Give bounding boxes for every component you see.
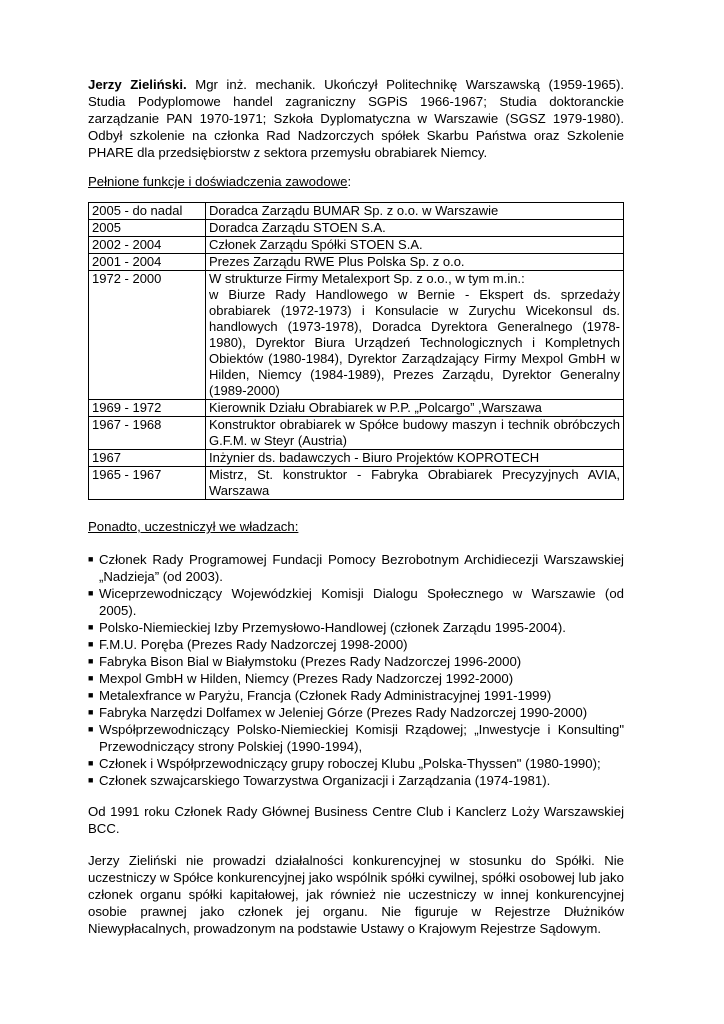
career-desc-line: W strukturze Firmy Metalexport Sp. z o.o., w tym m.in.: — [209, 271, 525, 286]
bcc-paragraph: Od 1991 roku Członek Rady Głównej Business Centre Club i Kanclerz Loży Warszawskiej BCC. — [88, 804, 624, 836]
career-desc: Doradca Zarządu STOEN S.A. — [206, 220, 624, 237]
list-item-text: Fabryka Narzędzi Dolfamex w Jeleniej Górze (Prezes Rady Nadzorczej 1990-2000) — [99, 705, 588, 720]
list-item — [88, 551, 624, 585]
bullet-icon: ■ — [88, 758, 94, 768]
career-years: 2001 - 2004 — [89, 254, 206, 271]
career-desc: Prezes Zarządu RWE Plus Polska Sp. z o.o. — [206, 254, 624, 271]
bullet-icon: ■ — [88, 775, 94, 785]
career-years: 1967 - 1968 — [89, 417, 206, 450]
table-row — [89, 254, 624, 271]
table-row — [89, 417, 624, 450]
list-item — [88, 687, 624, 704]
career-years: 2005 - do nadal — [89, 203, 206, 220]
list-item-text: Członek i Współprzewodniczący grupy roboczej Klubu „Polska-Thyssen" (1980-1990); — [99, 756, 601, 771]
list-item-text: Metalexfrance w Paryżu, Francja (Członek Rady Administracyjnej 1991-1999) — [99, 688, 552, 703]
list-item-text: Fabryka Bison Bial w Białymstoku (Prezes Rady Nadzorczej 1996-2000) — [99, 654, 522, 669]
career-desc: Konstruktor obrabiarek w Spółce budowy maszyn i technik obróbczych G.F.M. w Steyr (Austria) — [206, 417, 624, 450]
career-desc: Inżynier ds. badawczych - Biuro Projektów KOPROTECH — [206, 450, 624, 467]
declaration-paragraph: Jerzy Zieliński nie prowadzi działalności konkurencyjnej w stosunku do Spółki. Nie uczestniczy w Spółce konkurencyjnej jako wspólnik spółki cywilnej, spółki osobowej lub jako członek organu spółki kapitałowej, jak również nie uczestniczy w innej konkurencyjnej osobie prawnej jako członek jej organu. Nie figuruje w Rejestrze Dłużników Niewypłacalnych, prowadzonym na podstawie Ustawy o Krajowym Rejestrze Sądowym. — [88, 853, 624, 936]
bullet-icon: ■ — [88, 554, 94, 564]
table-row — [89, 237, 624, 254]
career-desc: Członek Zarządu Spółki STOEN S.A. — [206, 237, 624, 254]
career-table — [88, 202, 624, 500]
table-row — [89, 220, 624, 237]
list-item-text: Członek Rady Programowej Fundacji Pomocy Bezrobotnym Archidiecezji Warszawskiej „Nadzieja” (od 2003). — [99, 552, 624, 584]
table-row — [89, 271, 624, 400]
career-years: 2002 - 2004 — [89, 237, 206, 254]
list-item — [88, 755, 624, 772]
career-desc — [206, 271, 624, 400]
list-item — [88, 670, 624, 687]
list-item — [88, 653, 624, 670]
bullet-icon: ■ — [88, 707, 94, 717]
bullet-icon: ■ — [88, 639, 94, 649]
table-row — [89, 450, 624, 467]
table-row — [89, 400, 624, 417]
table-row — [89, 203, 624, 220]
list-item-text: Mexpol GmbH w Hilden, Niemcy (Prezes Rady Nadzorczej 1992-2000) — [99, 671, 514, 686]
bullet-icon: ■ — [88, 690, 94, 700]
career-desc: Kierownik Działu Obrabiarek w P.P. „Polcargo” ,Warszawa — [206, 400, 624, 417]
list-item — [88, 772, 624, 789]
list-item-text: F.M.U. Poręba (Prezes Rady Nadzorczej 1998-2000) — [99, 637, 408, 652]
list-item-text: Wiceprzewodniczący Wojewódzkiej Komisji Dialogu Społecznego w Warszawie (od 2005). — [99, 586, 624, 618]
bullet-icon: ■ — [88, 673, 94, 683]
functions-heading-colon: : — [347, 174, 352, 189]
list-item — [88, 636, 624, 653]
governance-heading: Ponadto, uczestniczył we władzach: — [88, 519, 299, 534]
bullet-icon: ■ — [88, 588, 94, 598]
career-desc: Doradca Zarządu BUMAR Sp. z o.o. w Warszawie — [206, 203, 624, 220]
list-item — [88, 721, 624, 755]
list-item — [88, 585, 624, 619]
document-page — [88, 76, 624, 937]
person-name: Jerzy Zieliński. — [88, 77, 187, 92]
list-item-text: Polsko-Niemieckiej Izby Przemysłowo-Handlowej (członek Zarządu 1995-2004). — [99, 620, 566, 635]
list-item — [88, 619, 624, 636]
bullet-icon: ■ — [88, 724, 94, 734]
bullet-icon: ■ — [88, 656, 94, 666]
career-years: 1967 — [89, 450, 206, 467]
career-desc: Mistrz, St. konstruktor - Fabryka Obrabiarek Precyzyjnych AVIA, Warszawa — [206, 467, 624, 500]
functions-heading: Pełnione funkcje i doświadczenia zawodowe: — [88, 174, 352, 189]
career-years: 1969 - 1972 — [89, 400, 206, 417]
career-years: 1965 - 1967 — [89, 467, 206, 500]
career-years: 1972 - 2000 — [89, 271, 206, 400]
list-item-text: Współprzewodniczący Polsko-Niemieckiej Komisji Rządowej; „Inwestycje i Konsulting" Przewodniczący strony Polskiej (1990-1994), — [99, 722, 624, 754]
governance-list — [88, 551, 624, 789]
career-years: 2005 — [89, 220, 206, 237]
career-desc-detail: w Biurze Rady Handlowego w Bernie - Ekspert ds. sprzedaży obrabiarek (1972-1973) i Konsulacie w Zurychu Wicekonsul ds. handlowych (1973-1978), Doradca Dyrektora Generalnego (1978-1980), Dyrektor Biura Urządzeń Technologicznych i Kompletnych Obiektów (1980-1984), Dyrektor Zarządzający Firmy Mexpol GmbH w Hilden, Niemcy (1984-1989), Prezes Zarządu, Dyrektor Generalny (1989-2000) — [209, 287, 620, 398]
intro-text: Mgr inż. mechanik. Ukończył Politechnikę Warszawską (1959-1965). Studia Podyplomowe handel zagraniczny SGPiS 1966-1967; Studia doktoranckie zarządzanie PAN 1970-1971; Szkoła Dyplomatyczna w Warszawie (SGSZ 1979-1980). Odbył szkolenie na członka Rad Nadzorczych spółek Skarbu Państwa oraz Szkolenie PHARE dla przedsiębiorstw z sektora przemysłu obrabiarek Niemcy. — [88, 77, 625, 160]
intro-paragraph — [88, 76, 624, 161]
bullet-icon: ■ — [88, 622, 94, 632]
list-item — [88, 704, 624, 721]
list-item-text: Członek szwajcarskiego Towarzystwa Organizacji i Zarządzania (1974-1981). — [99, 773, 551, 788]
table-row — [89, 467, 624, 500]
